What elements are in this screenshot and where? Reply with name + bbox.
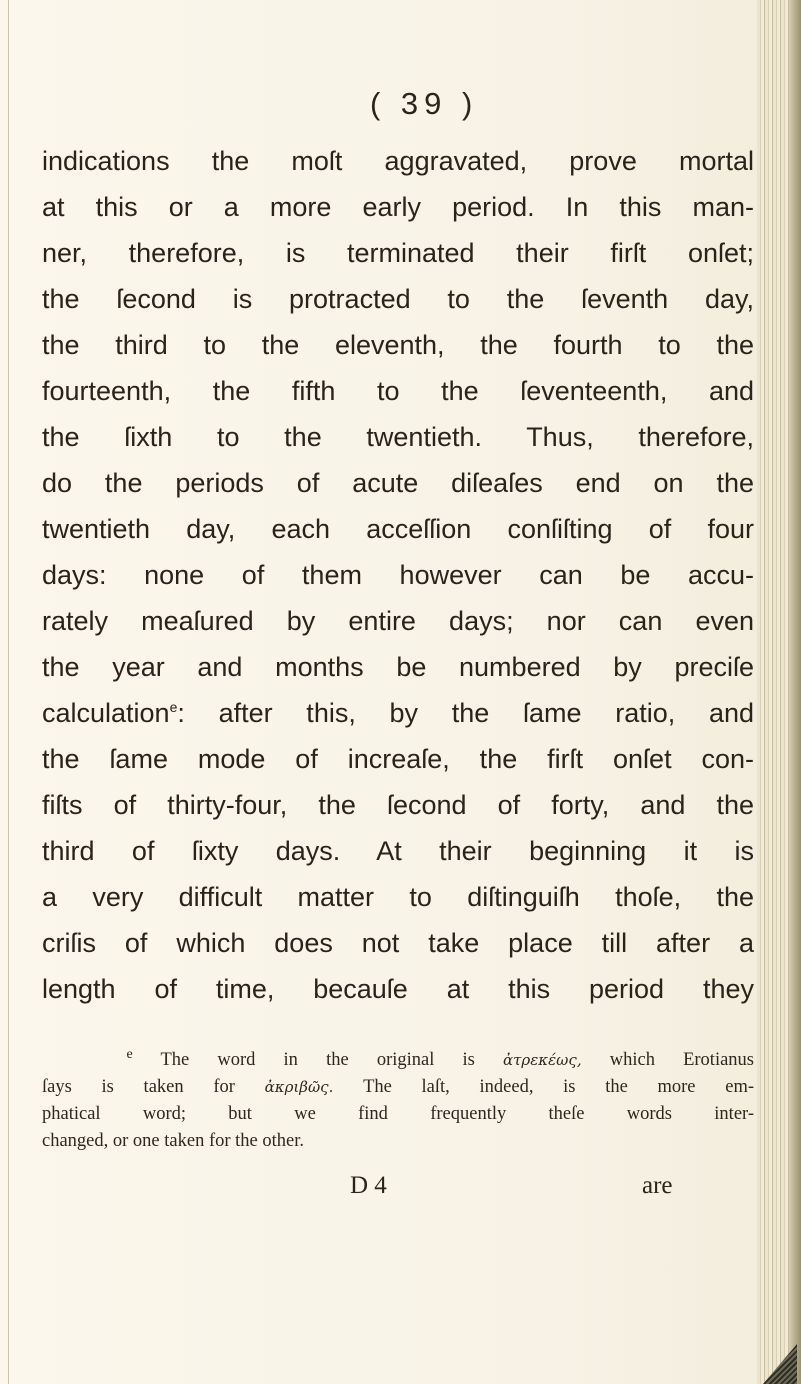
- text-fragment: calculation: [42, 698, 170, 728]
- text-line: ner, therefore, is terminated their firſt onſet;: [42, 238, 754, 268]
- text-line: the year and months be numbered by preciſe: [42, 652, 754, 682]
- text-line: fiſts of thirty-four, the ſecond of forty, and the: [42, 790, 754, 820]
- text-line: fourteenth, the fifth to the ſeventeenth, and: [42, 376, 754, 406]
- text-line: rately meaſured by entire days; nor can even: [42, 606, 754, 636]
- signature-mark: D 4: [350, 1172, 387, 1199]
- catchword: are: [642, 1172, 673, 1199]
- footnote-fragment: The laſt, indeed, is the more em-: [333, 1077, 754, 1097]
- text-line: at this or a more early period. In this man-: [42, 192, 754, 222]
- text-fragment: : after this, by the ſame ratio, and: [177, 698, 754, 728]
- text-line: criſis of which does not take place till after a: [42, 928, 754, 958]
- text-line: the ſixth to the twentieth. Thus, therefore,: [42, 422, 754, 452]
- footnote-reference: e: [169, 699, 178, 715]
- footnote-fragment: The word in the original is: [132, 1050, 503, 1070]
- greek-word: ἀτρεκέως,: [503, 1051, 582, 1069]
- footnote-fragment: which Erotianus: [581, 1050, 754, 1070]
- greek-word: ἀκριβῶς.: [264, 1078, 334, 1096]
- text-line: the ſame mode of increaſe, the firſt onſet con-: [42, 744, 754, 774]
- page-number-header: ( 39 ): [370, 86, 479, 121]
- text-line: the third to the eleventh, the fourth to the: [42, 330, 754, 360]
- text-line: do the periods of acute diſeaſes end on the: [42, 468, 754, 498]
- page-binding-shadow: [789, 0, 801, 1384]
- footnote-line: [42, 1047, 754, 1074]
- text-line: the ſecond is protracted to the ſeventh day,: [42, 284, 754, 314]
- text-line: indications the moſt aggravated, prove mortal: [42, 146, 754, 176]
- text-line: days: none of them however can be accu-: [42, 560, 754, 590]
- footnote-line: [42, 1074, 754, 1101]
- footnote-line: changed, or one taken for the other.: [42, 1131, 304, 1151]
- left-margin-rule: [8, 0, 9, 1384]
- text-line: third of ſixty days. At their beginning it is: [42, 836, 754, 866]
- text-line: a very difficult matter to diſtinguiſh thoſe, the: [42, 882, 754, 912]
- text-line: length of time, becauſe at this period they: [42, 974, 754, 1004]
- footnote: [42, 1047, 754, 1155]
- text-line-with-note: [42, 690, 754, 736]
- body-text: [42, 138, 754, 1012]
- footnote-fragment: ſays is taken for: [42, 1077, 265, 1097]
- text-line: twentieth day, each acceſſion conſiſting of four: [42, 514, 754, 544]
- footnote-mark: e: [126, 1046, 133, 1062]
- footnote-line: phatical word; but we find frequently theſe words inter-: [42, 1104, 754, 1124]
